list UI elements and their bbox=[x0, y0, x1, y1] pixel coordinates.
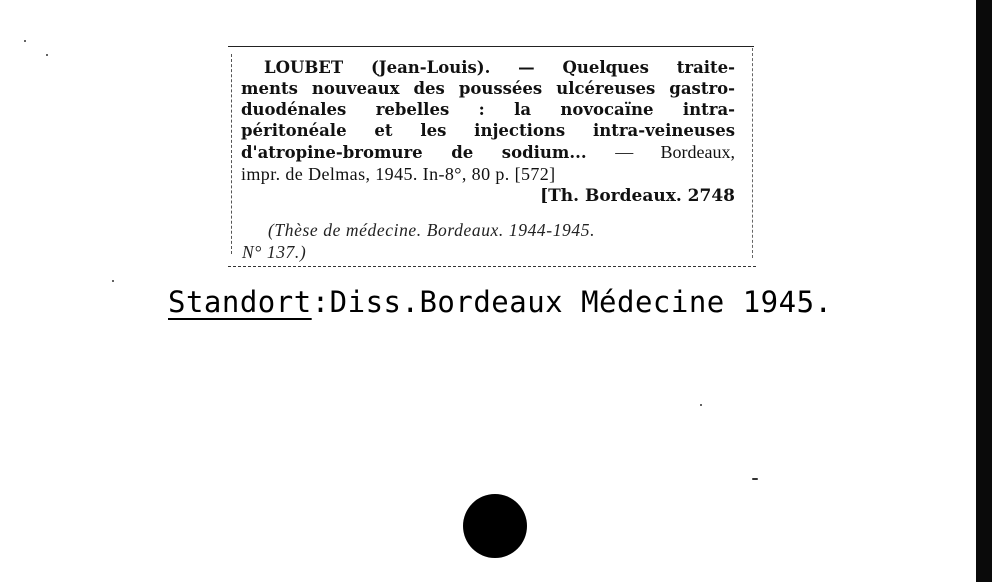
entry-line-3: duodénales rebelles : la novocaïne intra- bbox=[241, 100, 735, 119]
entry-line-4: péritonéale et les injections intra-veineuses bbox=[241, 121, 735, 140]
entry-line-5-text: d'atropine-bromure de sodium... bbox=[241, 143, 587, 162]
imprint-text: impr. de Delmas, 1945. In-8°, 80 p. [572] bbox=[241, 164, 556, 184]
standort-value: Diss.Bordeaux Médecine 1945. bbox=[329, 285, 833, 319]
standort-separator: : bbox=[311, 285, 330, 319]
thesis-note-line-2: N° 137.) bbox=[242, 242, 307, 262]
speck bbox=[24, 40, 26, 42]
thesis-reference: [Th. Bordeaux. 2748 bbox=[540, 186, 735, 206]
speck bbox=[752, 478, 758, 480]
publisher-place: — Bordeaux, bbox=[615, 142, 735, 162]
bibliographic-clipping bbox=[228, 46, 756, 270]
location-note bbox=[168, 284, 833, 320]
entry-line-5 bbox=[241, 142, 735, 163]
entry-line-2: ments nouveaux des poussées ulcéreuses gastro- bbox=[241, 79, 735, 98]
clipping-right-edge bbox=[752, 48, 753, 258]
clipping-left-edge bbox=[231, 54, 232, 254]
entry-line-6 bbox=[241, 164, 735, 185]
speck bbox=[112, 280, 114, 282]
punch-hole bbox=[463, 494, 527, 558]
speck bbox=[46, 54, 48, 56]
card-right-edge bbox=[976, 0, 992, 582]
standort-label: Standort bbox=[168, 285, 312, 319]
speck bbox=[700, 404, 702, 406]
thesis-note-line-1: (Thèse de médecine. Bordeaux. 1944-1945. bbox=[268, 220, 596, 240]
clipping-bottom-edge bbox=[228, 266, 756, 267]
clipping-top-edge bbox=[228, 46, 754, 47]
entry-line-1: LOUBET (Jean-Louis). — Quelques traite- bbox=[264, 58, 735, 77]
